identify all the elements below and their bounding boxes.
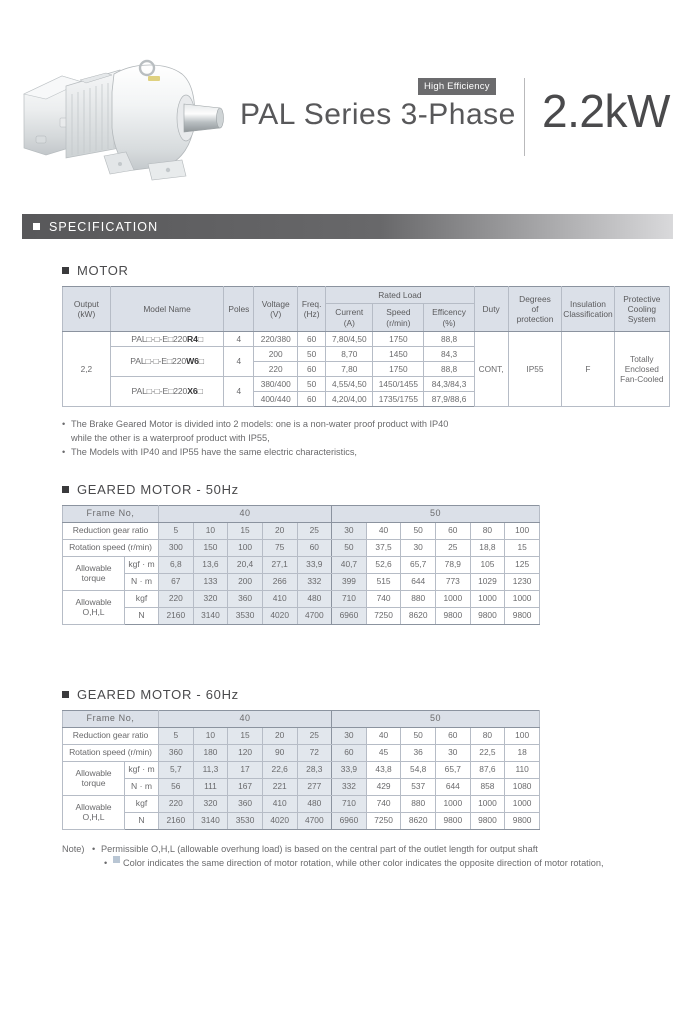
- cell-allowable-ohl-kgf: 220: [159, 590, 194, 607]
- col-poles: Poles: [224, 287, 254, 332]
- table-row-ohl-n: [63, 607, 540, 624]
- cell-model-name: PAL□-□-E□220R4□: [110, 331, 223, 346]
- cell-allowable-ohl-kgf: 360: [228, 795, 263, 812]
- cell-allowable-ohl-kgf: 1000: [436, 590, 471, 607]
- col-output-line2: (kW): [77, 308, 96, 319]
- cell-allowable-torque-kgfm: 105: [470, 556, 505, 573]
- col-frame-no: Frame No,: [63, 505, 159, 522]
- cell-allowable-ohl-n: 9800: [470, 812, 505, 829]
- col-speed-line1: Speed: [386, 307, 411, 318]
- cell-allowable-torque-kgfm: 28,3: [297, 761, 332, 778]
- col-freq-line1: Freq.: [301, 298, 322, 309]
- cell-poles: 4: [224, 331, 254, 346]
- col-insulation-line1: Insulation: [570, 298, 606, 309]
- row-label-reduction-gear-ratio: Reduction gear ratio: [63, 727, 159, 744]
- geared-motor-table-60hz: [62, 710, 540, 830]
- cell-allowable-torque-kgfm: 27,1: [262, 556, 297, 573]
- title-block: [240, 66, 685, 156]
- note-text: The Models with IP40 and IP55 have the same electric characteristics,: [71, 447, 357, 458]
- col-insulation-classification: [562, 287, 614, 332]
- page-title: PAL Series 3-Phase: [240, 98, 516, 131]
- square-bullet-icon: [62, 691, 69, 698]
- cell-allowable-torque-kgfm: 65,7: [436, 761, 471, 778]
- cell-allowable-ohl-n: 2160: [159, 812, 194, 829]
- cell-allowable-torque-kgfm: 125: [505, 556, 540, 573]
- col-output: [63, 287, 111, 332]
- col-speed-line2: (r/min): [386, 317, 411, 328]
- cell-allowable-ohl-kgf: 1000: [505, 590, 540, 607]
- table-header-row-1: [63, 287, 670, 304]
- unit-kgf-m: kgf · m: [125, 761, 159, 778]
- cell-reduction-gear-ratio: 80: [470, 522, 505, 539]
- cell-speed: 1735/1755: [373, 391, 424, 406]
- cell-voltage: 380/400: [254, 376, 298, 391]
- table-header-row: [63, 710, 540, 727]
- cell-rotation-speed: 30: [401, 539, 436, 556]
- cell-allowable-ohl-kgf: 880: [401, 590, 436, 607]
- row-label-allowable-torque: Allowable torque: [63, 761, 125, 795]
- cell-allowable-torque-nm: 332: [332, 778, 367, 795]
- cell-reduction-gear-ratio: 20: [262, 522, 297, 539]
- cell-allowable-torque-nm: 858: [470, 778, 505, 795]
- unit-n: N: [125, 812, 159, 829]
- table-row-reduction-gear-ratio: [63, 727, 540, 744]
- row-label-allowable-ohl: Allowable O,H,L: [63, 590, 125, 624]
- square-bullet-icon: [62, 267, 69, 274]
- row-label-rotation-speed: Rotation speed (r/min): [63, 539, 159, 556]
- cell-reduction-gear-ratio: 100: [505, 727, 540, 744]
- cell-allowable-torque-nm: 773: [436, 573, 471, 590]
- col-model-name: Model Name: [110, 287, 223, 332]
- footnote-text-1: Permissible O,H,L (allowable overhung load) is based on the central part of the outlet length for output shaft: [101, 843, 538, 854]
- cell-allowable-ohl-n: 2160: [159, 607, 194, 624]
- cell-allowable-torque-nm: 133: [193, 573, 228, 590]
- row-label-reduction-gear-ratio: Reduction gear ratio: [63, 522, 159, 539]
- table-row-rotation-speed: [63, 539, 540, 556]
- color-swatch-icon: [113, 856, 120, 863]
- cell-poles: 4: [224, 346, 254, 376]
- cell-allowable-torque-kgfm: 11,3: [193, 761, 228, 778]
- unit-kgf: kgf: [125, 795, 159, 812]
- note-item: [62, 417, 695, 431]
- cell-rotation-speed: 120: [228, 744, 263, 761]
- col-current: [326, 304, 373, 332]
- table-header-row: [63, 505, 540, 522]
- cell-allowable-torque-kgfm: 87,6: [470, 761, 505, 778]
- cell-efficency: 84,3/84,3: [424, 376, 474, 391]
- table-row-torque-nm: [63, 573, 540, 590]
- cell-speed: 1450: [373, 346, 424, 361]
- cell-reduction-gear-ratio: 80: [470, 727, 505, 744]
- table-row-ohl-n: [63, 812, 540, 829]
- frame-group-50: 50: [332, 710, 540, 727]
- footnotes: [62, 842, 695, 871]
- col-freq-line2: (Hz): [303, 308, 320, 319]
- cell-allowable-ohl-n: 4700: [297, 812, 332, 829]
- note-continuation: while the other is a waterproof product with IP55,: [71, 433, 270, 443]
- cell-allowable-ohl-n: 9800: [505, 607, 540, 624]
- cell-reduction-gear-ratio: 50: [401, 522, 436, 539]
- col-output-line1: Output: [73, 298, 99, 309]
- cell-allowable-torque-nm: 1230: [505, 573, 540, 590]
- cell-allowable-ohl-n: 6960: [332, 812, 367, 829]
- cell-efficency: 87,9/88,6: [424, 391, 474, 406]
- cell-model-name: PAL□-□-E□220W6□: [110, 346, 223, 376]
- cell-efficency: 88,8: [424, 331, 474, 346]
- cell-voltage: 220/380: [254, 331, 298, 346]
- cell-reduction-gear-ratio: 10: [193, 522, 228, 539]
- cell-rotation-speed: 15: [505, 539, 540, 556]
- cell-rotation-speed: 30: [436, 744, 471, 761]
- section-title: SPECIFICATION: [49, 219, 159, 234]
- note-item: [62, 445, 695, 459]
- cell-allowable-torque-kgfm: 43,8: [366, 761, 401, 778]
- cell-rotation-speed: 25: [436, 539, 471, 556]
- section-header-specification: [22, 214, 673, 239]
- table-row-torque-nm: [63, 778, 540, 795]
- cell-allowable-torque-kgfm: 17: [228, 761, 263, 778]
- cell-reduction-gear-ratio: 20: [262, 727, 297, 744]
- cell-reduction-gear-ratio: 30: [332, 522, 367, 539]
- cell-current: 7,80: [326, 361, 373, 376]
- cell-reduction-gear-ratio: 30: [332, 727, 367, 744]
- unit-kgf-m: kgf · m: [125, 556, 159, 573]
- cell-reduction-gear-ratio: 50: [401, 727, 436, 744]
- col-efficency-line2: (%): [442, 317, 456, 328]
- cell-allowable-ohl-kgf: 410: [262, 590, 297, 607]
- cell-allowable-torque-nm: 644: [401, 573, 436, 590]
- table-body: [63, 331, 670, 406]
- cell-allowable-ohl-n: 9800: [470, 607, 505, 624]
- cell-allowable-torque-nm: 515: [366, 573, 401, 590]
- table-head: [63, 287, 670, 332]
- cell-allowable-torque-nm: 1029: [470, 573, 505, 590]
- square-bullet-icon: [33, 223, 40, 230]
- cell-freq: 60: [298, 331, 326, 346]
- col-freq: [298, 287, 326, 332]
- footnote-row-1: [62, 842, 695, 857]
- cell-freq: 60: [298, 361, 326, 376]
- cell-allowable-torque-nm: 67: [159, 573, 194, 590]
- motor-notes: [62, 417, 695, 460]
- cell-current: 7,80/4,50: [326, 331, 373, 346]
- cell-allowable-torque-nm: 200: [228, 573, 263, 590]
- cell-current: 4,20/4,00: [326, 391, 373, 406]
- cell-allowable-torque-kgfm: 6,8: [159, 556, 194, 573]
- note-text: The Brake Geared Motor is divided into 2 models: one is a non-water proof product with IP40: [71, 418, 449, 429]
- col-degrees-line2: of: [531, 303, 539, 314]
- cell-allowable-ohl-kgf: 410: [262, 795, 297, 812]
- frame-group-50: 50: [332, 505, 540, 522]
- table-row-ohl-kgf: [63, 795, 540, 812]
- cell-allowable-torque-nm: 399: [332, 573, 367, 590]
- cell-model-name: PAL□-□-E□220X6□: [110, 376, 223, 406]
- cell-allowable-ohl-n: 3140: [193, 812, 228, 829]
- bullet-icon: •: [62, 418, 66, 429]
- cell-speed: 1750: [373, 331, 424, 346]
- cell-allowable-torque-nm: 111: [193, 778, 228, 795]
- cell-allowable-torque-kgfm: 78,9: [436, 556, 471, 573]
- table-row: [63, 331, 670, 346]
- unit-n: N: [125, 607, 159, 624]
- cell-allowable-ohl-n: 8620: [401, 812, 436, 829]
- cell-allowable-torque-kgfm: 20,4: [228, 556, 263, 573]
- high-efficiency-badge: High Efficiency: [418, 78, 496, 95]
- subsection-heading-geared-50hz: [62, 482, 695, 497]
- cell-allowable-ohl-kgf: 480: [297, 795, 332, 812]
- subsection-title: GEARED MOTOR - 60Hz: [77, 686, 239, 702]
- cell-rotation-speed: 22,5: [470, 744, 505, 761]
- col-degrees-line3: protection: [516, 314, 554, 324]
- unit-n-m: N · m: [125, 573, 159, 590]
- cell-rotation-speed: 90: [262, 744, 297, 761]
- col-protective-cooling-system: [614, 287, 669, 332]
- cell-allowable-ohl-n: 8620: [401, 607, 436, 624]
- cell-allowable-torque-kgfm: 33,9: [297, 556, 332, 573]
- col-duty: Duty: [474, 287, 508, 332]
- cell-allowable-ohl-kgf: 880: [401, 795, 436, 812]
- cell-reduction-gear-ratio: 40: [366, 522, 401, 539]
- cell-allowable-torque-kgfm: 54,8: [401, 761, 436, 778]
- cell-output-kw: 2,2: [63, 331, 111, 406]
- cell-voltage: 220: [254, 361, 298, 376]
- cell-allowable-ohl-kgf: 480: [297, 590, 332, 607]
- square-bullet-icon: [62, 486, 69, 493]
- cell-reduction-gear-ratio: 40: [366, 727, 401, 744]
- unit-n-m: N · m: [125, 778, 159, 795]
- cell-rotation-speed: 150: [193, 539, 228, 556]
- cell-allowable-torque-nm: 1080: [505, 778, 540, 795]
- cell-allowable-torque-kgfm: 5,7: [159, 761, 194, 778]
- bullet-icon: •: [104, 858, 108, 869]
- cell-allowable-torque-kgfm: 110: [505, 761, 540, 778]
- cell-efficency: 84,3: [424, 346, 474, 361]
- col-cooling-line2: Cooling: [627, 303, 657, 314]
- page-header: [0, 0, 695, 200]
- bullet-icon: •: [62, 447, 66, 458]
- subsection-heading-geared-60hz: [62, 687, 695, 702]
- col-voltage-line1: Voltage: [261, 298, 290, 309]
- cell-allowable-torque-nm: 221: [262, 778, 297, 795]
- cell-protective-cooling-system: Totally Enclosed Fan-Cooled: [614, 331, 669, 406]
- footnote-label: Note): [62, 843, 85, 854]
- table-row-ohl-kgf: [63, 590, 540, 607]
- cell-current: 8,70: [326, 346, 373, 361]
- cell-rotation-speed: 75: [262, 539, 297, 556]
- cell-poles: 4: [224, 376, 254, 406]
- col-current-line1: Current: [335, 307, 364, 318]
- cell-rotation-speed: 50: [332, 539, 367, 556]
- cell-allowable-ohl-kgf: 320: [193, 590, 228, 607]
- cell-allowable-ohl-kgf: 320: [193, 795, 228, 812]
- cell-rotation-speed: 180: [193, 744, 228, 761]
- cell-voltage: 200: [254, 346, 298, 361]
- cell-allowable-ohl-n: 4700: [297, 607, 332, 624]
- power-rating: 2.2kW: [542, 85, 670, 137]
- cell-rotation-speed: 60: [297, 539, 332, 556]
- cell-efficency: 88,8: [424, 361, 474, 376]
- cell-allowable-ohl-n: 7250: [366, 607, 401, 624]
- bullet-icon: •: [92, 843, 96, 854]
- cell-allowable-torque-nm: 644: [436, 778, 471, 795]
- cell-allowable-torque-kgfm: 13,6: [193, 556, 228, 573]
- cell-current: 4,55/4,50: [326, 376, 373, 391]
- cell-allowable-torque-kgfm: 40,7: [332, 556, 367, 573]
- cell-allowable-ohl-n: 9800: [436, 607, 471, 624]
- geared-motor-table-50hz: [62, 505, 540, 625]
- cell-allowable-ohl-n: 9800: [505, 812, 540, 829]
- col-insulation-line2: Classification: [563, 308, 613, 319]
- table-body: [63, 710, 540, 829]
- col-degrees-line1: Degrees: [519, 293, 551, 304]
- cell-rotation-speed: 72: [297, 744, 332, 761]
- cell-allowable-ohl-kgf: 220: [159, 795, 194, 812]
- cell-speed: 1750: [373, 361, 424, 376]
- col-cooling-line3: System: [627, 314, 656, 324]
- cell-rotation-speed: 36: [401, 744, 436, 761]
- table-body: [63, 505, 540, 624]
- cell-rotation-speed: 360: [159, 744, 194, 761]
- cell-allowable-ohl-n: 6960: [332, 607, 367, 624]
- cell-allowable-ohl-kgf: 1000: [505, 795, 540, 812]
- cell-reduction-gear-ratio: 60: [436, 727, 471, 744]
- cell-allowable-ohl-kgf: 1000: [470, 795, 505, 812]
- cell-allowable-ohl-kgf: 740: [366, 795, 401, 812]
- col-voltage: [254, 287, 298, 332]
- table-row-torque-kgfm: [63, 556, 540, 573]
- cell-reduction-gear-ratio: 15: [228, 727, 263, 744]
- cell-allowable-torque-nm: 277: [297, 778, 332, 795]
- cell-freq: 50: [298, 346, 326, 361]
- row-label-allowable-ohl: Allowable O,H,L: [63, 795, 125, 829]
- cell-reduction-gear-ratio: 15: [228, 522, 263, 539]
- col-rated-load: Rated Load: [326, 287, 474, 304]
- cell-reduction-gear-ratio: 5: [159, 522, 194, 539]
- cell-rotation-speed: 18: [505, 744, 540, 761]
- cell-allowable-ohl-kgf: 710: [332, 590, 367, 607]
- motor-specification-table: [62, 286, 670, 407]
- cell-allowable-torque-kgfm: 33,9: [332, 761, 367, 778]
- subsection-title: GEARED MOTOR - 50Hz: [77, 481, 239, 497]
- footnote-text-2: Color indicates the same direction of motor rotation, while other color indicates the opposite direction of motor rotation,: [123, 858, 604, 869]
- cell-allowable-torque-nm: 167: [228, 778, 263, 795]
- cell-reduction-gear-ratio: 60: [436, 522, 471, 539]
- cell-insulation-classification: F: [562, 331, 614, 406]
- cell-reduction-gear-ratio: 100: [505, 522, 540, 539]
- cell-allowable-ohl-kgf: 1000: [470, 590, 505, 607]
- cell-rotation-speed: 300: [159, 539, 194, 556]
- cell-allowable-torque-nm: 537: [401, 778, 436, 795]
- cell-rotation-speed: 18,8: [470, 539, 505, 556]
- cell-speed: 1450/1455: [373, 376, 424, 391]
- cell-allowable-ohl-n: 7250: [366, 812, 401, 829]
- cell-allowable-torque-nm: 266: [262, 573, 297, 590]
- cell-rotation-speed: 37,5: [366, 539, 401, 556]
- table-row-reduction-gear-ratio: [63, 522, 540, 539]
- cell-allowable-ohl-n: 3530: [228, 812, 263, 829]
- row-label-allowable-torque: Allowable torque: [63, 556, 125, 590]
- cell-allowable-ohl-n: 4020: [262, 607, 297, 624]
- cell-rotation-speed: 100: [228, 539, 263, 556]
- cell-rotation-speed: 45: [366, 744, 401, 761]
- table-row-torque-kgfm: [63, 761, 540, 778]
- cell-allowable-ohl-kgf: 1000: [436, 795, 471, 812]
- cell-allowable-ohl-kgf: 360: [228, 590, 263, 607]
- title-divider: [524, 78, 525, 156]
- frame-group-40: 40: [159, 505, 332, 522]
- col-speed: [373, 304, 424, 332]
- col-efficency-line1: Efficency: [432, 307, 466, 318]
- row-label-rotation-speed: Rotation speed (r/min): [63, 744, 159, 761]
- col-frame-no: Frame No,: [63, 710, 159, 727]
- cell-reduction-gear-ratio: 5: [159, 727, 194, 744]
- cell-voltage: 400/440: [254, 391, 298, 406]
- col-voltage-line2: (V): [270, 308, 282, 319]
- cell-allowable-torque-kgfm: 52,6: [366, 556, 401, 573]
- table-row-rotation-speed: [63, 744, 540, 761]
- gear-motor-photo: [16, 52, 228, 184]
- cell-freq: 50: [298, 376, 326, 391]
- cell-allowable-ohl-kgf: 710: [332, 795, 367, 812]
- cell-reduction-gear-ratio: 10: [193, 727, 228, 744]
- cell-duty: CONT,: [474, 331, 508, 406]
- col-cooling-line1: Protective: [623, 293, 661, 304]
- cell-freq: 60: [298, 391, 326, 406]
- cell-degrees-of-protection: IP55: [508, 331, 562, 406]
- col-degrees-of-protection: [508, 287, 562, 332]
- cell-allowable-ohl-n: 9800: [436, 812, 471, 829]
- cell-allowable-torque-nm: 56: [159, 778, 194, 795]
- subsection-heading-motor: [62, 263, 695, 278]
- cell-allowable-ohl-n: 4020: [262, 812, 297, 829]
- frame-group-40: 40: [159, 710, 332, 727]
- footnote-row-2: [62, 856, 695, 871]
- cell-allowable-ohl-n: 3140: [193, 607, 228, 624]
- subsection-title: MOTOR: [77, 263, 129, 278]
- col-efficency: [424, 304, 474, 332]
- cell-reduction-gear-ratio: 25: [297, 727, 332, 744]
- cell-rotation-speed: 60: [332, 744, 367, 761]
- cell-allowable-ohl-kgf: 740: [366, 590, 401, 607]
- cell-allowable-torque-kgfm: 22,6: [262, 761, 297, 778]
- cell-allowable-torque-kgfm: 65,7: [401, 556, 436, 573]
- unit-kgf: kgf: [125, 590, 159, 607]
- cell-allowable-torque-nm: 429: [366, 778, 401, 795]
- cell-reduction-gear-ratio: 25: [297, 522, 332, 539]
- cell-allowable-ohl-n: 3530: [228, 607, 263, 624]
- cell-allowable-torque-nm: 332: [297, 573, 332, 590]
- col-current-line2: (A): [343, 317, 355, 328]
